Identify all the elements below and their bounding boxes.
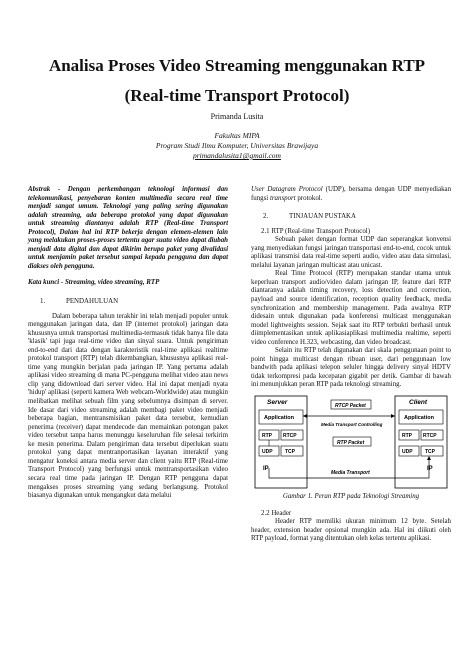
client-tcp-label: TCP <box>425 449 435 456</box>
rtcp-packet-label: RTCP Packet <box>335 403 366 410</box>
paragraph-2-1a: Sebuah paket dengan format UDP dan seperangkat konvensi yang menyediakan fungsi jaringan transportasi end-to-end, cocok untuk aplikasi transmisi data real-time seperti audio, video atau data simulasi, melalui layanan jaringan multicast atau unicast. <box>251 236 451 269</box>
server-rtp-label: RTP <box>262 433 272 440</box>
udp-term: User Datagram Protocol <box>251 186 323 193</box>
paragraph-2-2: Header RTP memiliki ukuran minimum 12 byte. Setelah header, extension header opsional mungkin ada. Hal ini diikuti oleh RTP payload, format yang ditentukan oleh kelas tertentu aplikasi. <box>251 518 451 543</box>
rtp-packet-label: RTP Packet <box>337 440 365 447</box>
affiliation <box>0 131 474 161</box>
media-transport-controlling-label: Media Transport Controlling <box>321 422 383 428</box>
udp-text: (UDP), bersama dengan UDP menyediakan fungsi <box>251 186 452 202</box>
control-arrow-right <box>391 414 395 418</box>
udp-text-end: protokol. <box>295 194 323 202</box>
client-rtp-label: RTP <box>402 433 412 440</box>
left-column <box>28 186 228 501</box>
paper-title-line1: Analisa Proses Video Streaming menggunakan RTP <box>48 56 426 75</box>
server-label: Server <box>267 399 288 407</box>
client-application-label: Application <box>404 415 434 422</box>
paper-title-line2: (Real-time Transport Protocol) <box>124 86 350 105</box>
intro-paragraph: Dalam beberapa tahun terakhir ini telah menjadi populer untuk menggunakan jaringan data, dan IP (internet protokol) jaringan data khususnya untuk transportasi multimedia-termasuk tidak hanya file data 'klasik' tapi juga real-time video dan sinyal suara. Untuk pengiriman end-to-end dari data dengan karakteristik real-time aplikasi realtime protokol transport (RTP) telah dikembangkan, khususnya aplikasi real-time yang mungkin berjalan pada jaringan IP. Yang pertama adalah aplikasi video streaming di mana PC-pengguna melihat video atau news clip yang didownload dari server video. Hal ini dapat menjadi nyata 'hidup' aplikasi (seperti kamera Web webcam-Worldwide) atau mungkin melibatkan melihat sebuah film yang sebelumnya disimpan di server. Ide dasar dari video streaming adalah membagi paket video menjadi beberapa bagian, mentransmisikan paket data tersebut, kemudian penerima (receiver) dapat mendecode dan memainkan potongan paket video tersebut tanpa harus menunggu keseluruhan file selesai terkirim ke mesin penerima. Dalam pengiriman data tersebut diperlukan suatu protokol yang dapat mentranportasikan layanan interaktif yang mengatur koneksi antara media server dan client yaitu RTP (Real-time Transport Protocol) yang berfungsi untuk mentransportasikan video secara real time pada jaringan IP. Dengan RTP pengguna dapat mengakses proses streaming yang sedang berlangsung. Protokol biasanya digunakan untuk mengangkut data melalui <box>28 312 228 500</box>
section-number: 2. <box>263 213 269 221</box>
server-ip-label: IP <box>263 466 269 473</box>
server-application-label: Application <box>264 415 294 422</box>
subsection-2-1: 2.1 RTP (Real-time Transport Protocol) <box>261 227 371 235</box>
server-tcp-label: TCP <box>285 449 295 456</box>
right-column <box>251 186 451 544</box>
client-udp-label: UDP <box>402 449 413 456</box>
faculty: Fakultas MIPA <box>214 131 260 140</box>
rtp-role-figure <box>253 394 449 490</box>
client-label: Client <box>409 399 428 407</box>
section-heading-2 <box>251 213 451 222</box>
author-email-link[interactable]: primandalusita1@gmail.com <box>193 151 281 160</box>
client-rtcp-label: RTCP <box>423 433 437 440</box>
section-number: 1. <box>40 298 46 306</box>
section-title: TINJAUAN PUSTAKA <box>289 213 357 221</box>
keywords: Kata kunci - Streaming, video streaming, RTP <box>28 279 160 287</box>
paragraph-2-1c: Selain itu RTP telah digunakan dari skala penggunaan point to point hingga multicast dengan ribuan user, dari penggunaan low bandwith pada aplikasi telepon seluler hingga delivery sinyal HDTV tidak terkompresi pada kecepatan gigabit per detik. Gambar di bawah ini menunjukkan peran RTP pada teknologi streaming. <box>251 347 451 389</box>
media-transport-label: Media Transport <box>331 470 370 477</box>
author-name: Primanda Lusita <box>210 112 264 121</box>
udp-sentence <box>251 186 451 203</box>
server-udp-label: UDP <box>262 449 273 456</box>
paragraph-2-1b: Real Time Protocol (RTP) merupakan standar utama untuk keperluan transport audio/video dalam jaringan IP, feature dari RTP diantaranya adalah timing recovery, loss detection and correction, payload and source identification, reception quality feedback, media synchronization and membership management. Pada awalnya RTP didesain untuk digunakan pada konferensi multicast menggunakan model lightweights session. Sejak saat itu RTP terbukti berhasil untuk diimplementasikan untuk aplikasiaplikasi multimedia realtime, seperti video conference H.323, webcasting, dan video broadcast. <box>251 270 451 346</box>
transport-term: transport <box>269 194 296 202</box>
server-rtcp-label: RTCP <box>283 433 297 440</box>
subsection-2-2: 2.2 Header <box>261 509 292 517</box>
client-ip-label: IP <box>427 466 433 473</box>
abstract: Abstrak - Dengan perkembangan teknologi informasi dan telekomunikasi, penyebaran konten multimedia secara real time menjadi sangat umum. Teknologi yang paling sering digunakan adalah streaming, ada beberapa protokol yang dapat digunakan untuk streaming diantanya adalah RTP (Real-time Transport Protocol), Dalam hal ini RTP bekerja dengan elemen-elemen lain yang melakukan proses-proses tertentu agar suatu video dapat diubah menjadi data digital dan dapat dikirim berupa paket yang divalidasi untuk menjamin paket tersebut sampai kepada pengguna dan dapat diakses oleh pengguna. <box>28 186 228 270</box>
program: Program Studi Ilmu Komputer, Universitas Brawijaya <box>155 141 319 150</box>
section-title: PENDAHULUAN <box>66 298 119 306</box>
figure-caption: Gambar 1. Peran RTP pada Teknologi Streaming <box>282 493 420 501</box>
section-heading-1 <box>28 298 228 307</box>
rtp-diagram <box>253 394 449 490</box>
